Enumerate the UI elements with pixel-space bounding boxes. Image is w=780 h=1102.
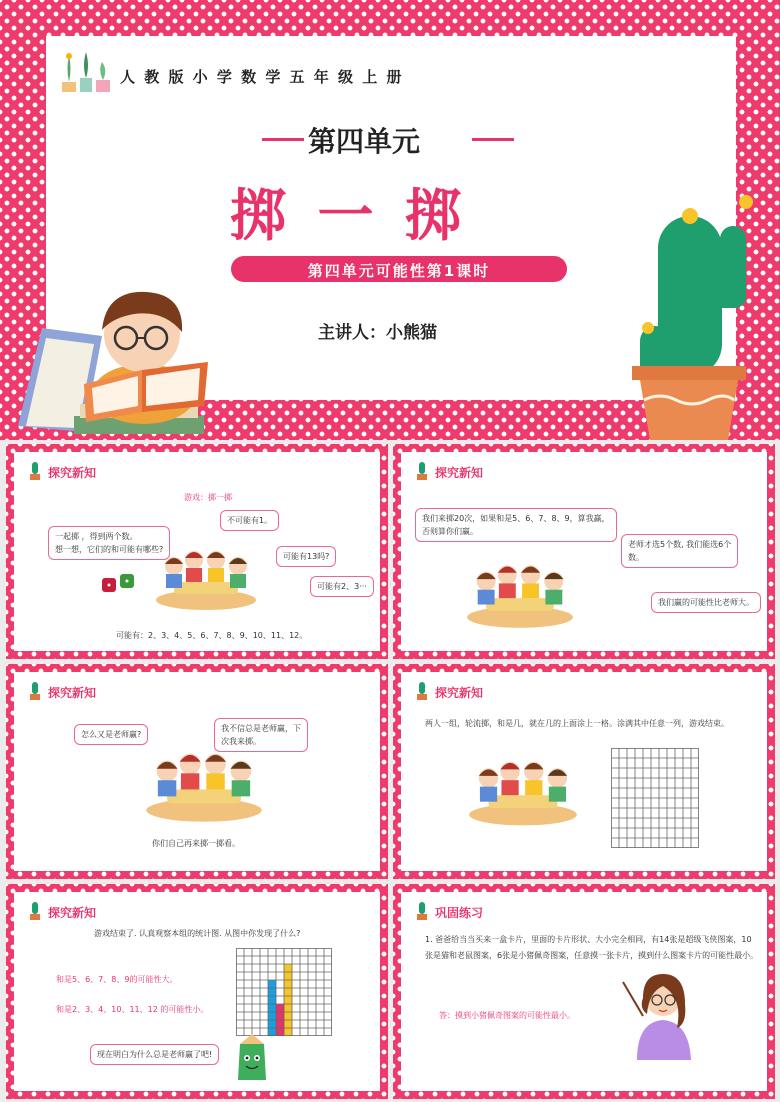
cactus-icon (28, 682, 42, 700)
teacher-illustration (617, 964, 703, 1060)
slide-2 (6, 444, 388, 659)
speech-bubble: 我不信总是老师赢，下 次我来掷。 (214, 718, 308, 752)
publisher-line: 人 教 版 小 学 数 学 五 年 级 上 册 (120, 68, 404, 86)
slide-2-panel (14, 452, 380, 651)
section-title: 探究新知 (48, 906, 97, 920)
cactus-icon (415, 902, 429, 920)
answer-text: 答：摸到小猪佩奇图案的可能性最小。 (439, 1011, 575, 1020)
children-table-illustration (467, 758, 579, 826)
tally-grid-chart (236, 948, 332, 1036)
speech-bubble: 我们来掷20次，如果和是5、6、7、8、9，算我赢， 否则算你们赢。 (415, 508, 617, 542)
slide-5 (393, 664, 775, 879)
bottom-text: 可能有：2、3、4、5、6、7、8、9、10、11、12。 (116, 631, 308, 640)
cactus-icon (28, 462, 42, 480)
boy-reading-illustration (14, 276, 224, 440)
children-table-illustration (154, 548, 258, 610)
slide-6 (6, 884, 388, 1099)
speech-bubble: 怎么又是老师赢? (74, 724, 148, 745)
unit-dash-right (472, 138, 514, 141)
speech-bubble: 可能有13吗? (276, 546, 336, 567)
cactus-icon (415, 682, 429, 700)
cover-title: 掷 一 掷 (230, 184, 467, 249)
speech-bubble: 一起掷 ，得到两个数。 想一想，它们的和可能有哪些? (48, 526, 170, 560)
section-title: 探究新知 (435, 686, 484, 700)
dice-icon (100, 570, 140, 594)
cactus-illustration (626, 186, 776, 440)
slide-4 (6, 664, 388, 879)
bottom-text: 你们自己再来掷一掷看。 (152, 839, 240, 848)
slide-5-panel (401, 672, 767, 871)
slide-3 (393, 444, 775, 659)
pencil-character-illustration (232, 1034, 272, 1086)
speech-bubble: 我们赢的可能性比老师大。 (651, 592, 761, 613)
slide-7 (393, 884, 775, 1099)
presenter: 主讲人：小熊猫 (318, 323, 437, 343)
game-label: 游戏：掷一掷 (184, 493, 232, 502)
unit-dash-left (262, 138, 304, 141)
children-table-illustration (144, 750, 264, 822)
slide-6-panel (14, 892, 380, 1091)
children-table-illustration (465, 562, 575, 628)
speech-bubble: 现在明白为什么总是老师赢了吧! (90, 1044, 219, 1065)
empty-grid (611, 748, 699, 848)
top-text: 游戏结束了. 认真观察本组的统计图. 从图中你发现了什么? (94, 929, 301, 938)
cactus-icon (415, 462, 429, 480)
slide-7-panel (401, 892, 767, 1091)
speech-bubble: 可能有2、3··· (310, 576, 374, 597)
section-title: 探究新知 (435, 466, 484, 480)
cover-slide (0, 0, 780, 440)
speech-bubble: 老师才选5个数, 我们能选6个 数。 (621, 534, 738, 568)
question-text: 1. 爸爸给当当买来一盒卡片，里面的卡片形状、大小完全相同，有14张是超级飞侠图案，10 张是猫和老鼠图案，6张是小猪佩奇图案，任意摸一张卡片，摸到什么图案卡片的可能性最小。 (425, 935, 759, 960)
unit-title: 第四单元 (308, 125, 421, 158)
rules-text: 两人一组，轮流掷，和是几，就在几的上面涂上一格。涂满其中任意一列，游戏结束。 (425, 719, 729, 728)
speech-bubble: 不可能有1。 (220, 510, 279, 531)
practice-title: 巩固练习 (435, 906, 484, 920)
cactus-icon (28, 902, 42, 920)
finding-large: 和是5、6、7、8、9的可能性大。 (56, 975, 178, 984)
cover-subtitle: 第四单元可能性第1课时 (307, 262, 491, 280)
section-title: 探究新知 (48, 686, 97, 700)
section-title: 探究新知 (48, 466, 97, 480)
finding-small: 和是2、3、4、10、11、12 的可能性小。 (56, 1005, 209, 1014)
slide-3-panel (401, 452, 767, 651)
plant-logo-icon (58, 48, 114, 98)
slide-4-panel (14, 672, 380, 871)
